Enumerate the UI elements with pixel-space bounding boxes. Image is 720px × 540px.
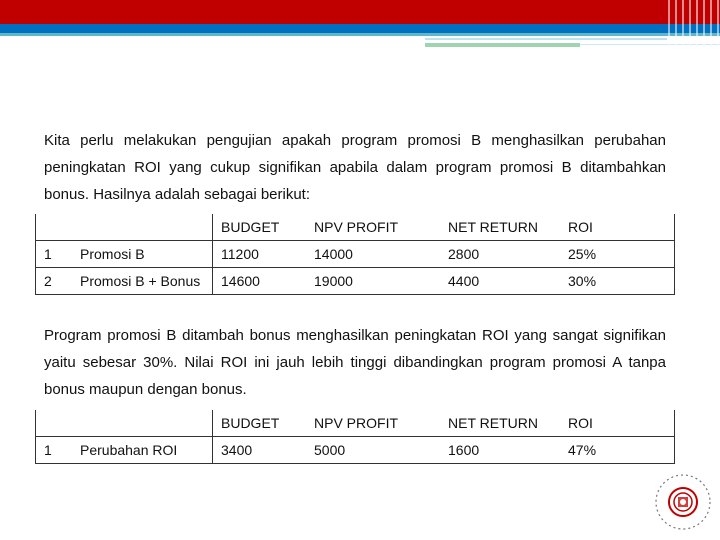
header-cell-roi: ROI (568, 415, 593, 431)
cell-program: Promosi B (72, 241, 213, 268)
cell-roi: 25% (560, 241, 675, 268)
cell-budget: 3400 (213, 437, 307, 464)
cell-budget: 14600 (213, 268, 307, 295)
header-accent-line (425, 38, 667, 40)
header-cell-program (72, 410, 213, 437)
cell-npv-profit: 19000 (306, 268, 440, 295)
cell-npv-profit: 14000 (306, 241, 440, 268)
header-cell-no (36, 214, 73, 241)
header-blue-bar (0, 24, 720, 33)
roi-change-table (35, 410, 675, 464)
header-red-bar (0, 0, 720, 24)
header-cell-npv-profit: NPV PROFIT (314, 219, 399, 235)
table-row (36, 437, 675, 464)
cell-no: 2 (36, 268, 73, 295)
cell-program: Promosi B + Bonus (72, 268, 213, 295)
roi-table-promo-b (35, 214, 675, 295)
header-cell-budget: BUDGET (221, 219, 280, 235)
header-green-line (425, 43, 580, 47)
cell-net-return: 1600 (440, 437, 560, 464)
header-cell-roi: ROI (568, 219, 593, 235)
header-cell-net-return: NET RETURN (448, 219, 538, 235)
cell-npv-profit: 5000 (306, 437, 440, 464)
conclusion-paragraph: Program promosi B ditambah bonus menghasilkan peningkatan ROI yang sangat signifikan yaitu sebesar 30%. Nilai ROI ini jauh lebih tinggi dibandingkan program promosi A tanpa bonus maupun dengan bonus. (44, 327, 666, 398)
cell-roi: 47% (560, 437, 675, 464)
table-row (36, 241, 675, 268)
university-seal-icon (648, 466, 718, 536)
header-cell-no (36, 410, 73, 437)
cell-program: Perubahan ROI (72, 437, 213, 464)
header-cell-npv-profit: NPV PROFIT (314, 415, 399, 431)
cell-no: 1 (36, 437, 73, 464)
header-cell-program (72, 214, 213, 241)
header-cell-budget: BUDGET (221, 415, 280, 431)
cell-net-return: 4400 (440, 268, 560, 295)
table-row (36, 268, 675, 295)
cell-roi: 30% (560, 268, 675, 295)
header-teal-line (0, 33, 720, 36)
cell-budget: 11200 (213, 241, 307, 268)
cell-net-return: 2800 (440, 241, 560, 268)
table-header-row (36, 410, 675, 437)
cell-no: 1 (36, 241, 73, 268)
header-cell-net-return: NET RETURN (448, 415, 538, 431)
header-stripes (668, 0, 720, 48)
table-header-row (36, 214, 675, 241)
intro-paragraph: Kita perlu melakukan pengujian apakah program promosi B menghasilkan perubahan peningkatan ROI yang cukup signifikan apabila dalam program promosi B ditambahkan bonus. Hasilnya adalah sebagai berikut: (44, 132, 666, 203)
